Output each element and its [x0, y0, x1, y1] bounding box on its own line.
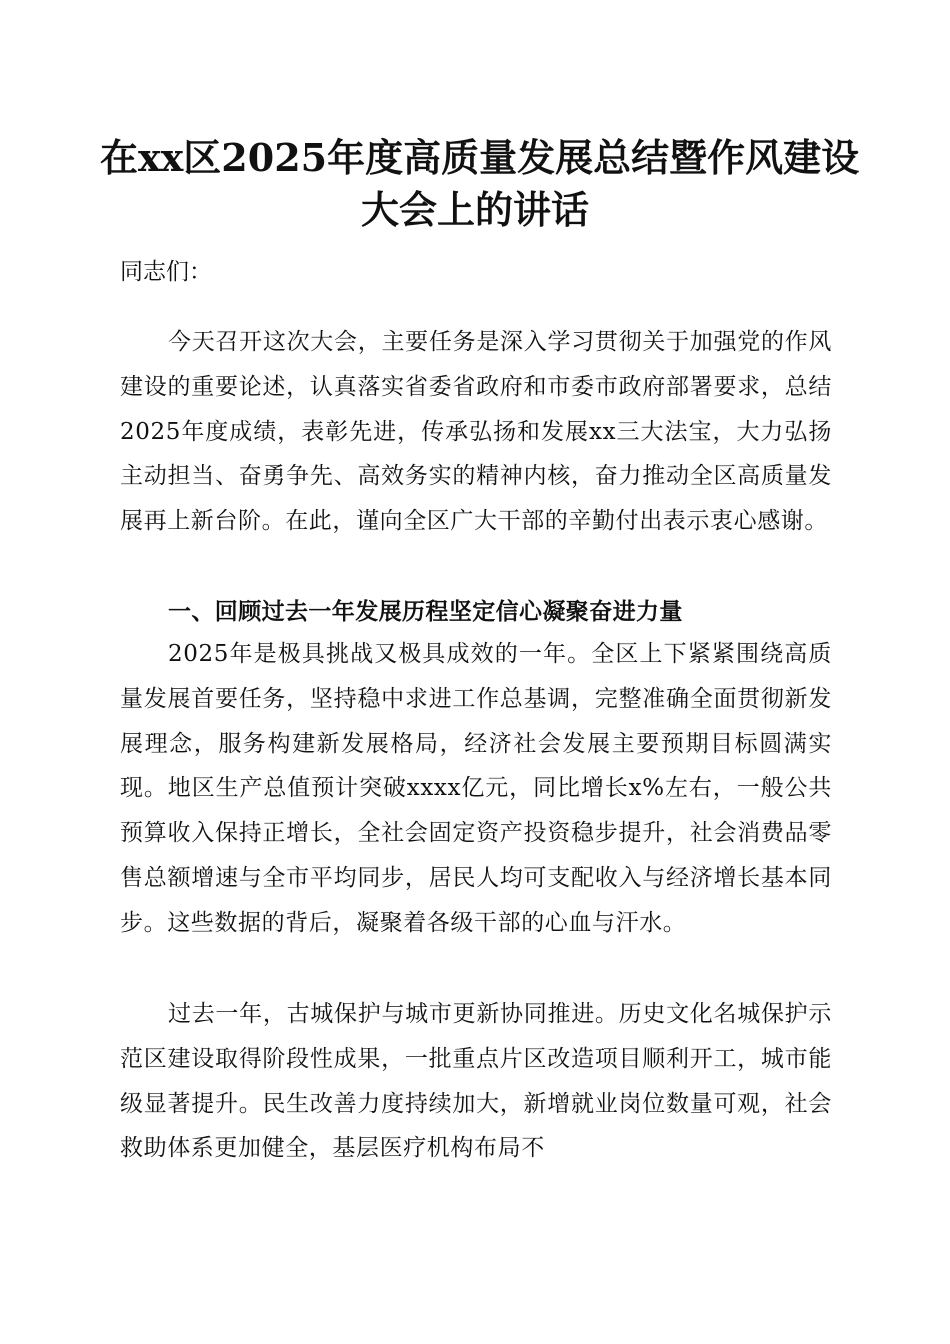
salutation: 同志们： [120, 259, 212, 285]
title-line-1: 在xx区2025年度高质量发展总结暨作风建设 [100, 135, 860, 180]
paragraph-past-year: 过去一年，古城保护与城市更新协同推进。历史文化名城保护示范区建设取得阶段性成果，一批重点片区改造项目顺利开工，城市能级显著提升。民生改善力度持续加大，新增就业岗位数量可观，社会救助体系更加健全，基层医疗机构布局不 [120, 1001, 832, 1162]
title-line-2: 大会上的讲话 [360, 187, 589, 232]
paragraph-review: 2025年是极具挑战又极具成效的一年。全区上下紧紧围绕高质量发展首要任务，坚持稳中求进工作总基调，完整准确全面贯彻新发展理念，服务构建新发展格局，经济社会发展主要预期目标圆满实现。地区生产总值预计突破xxxx亿元，同比增长x%左右，一般公共预算收入保持正增长，全社会固定资产投资稳步提升，社会消费品零售总额增速与全市平均同步，居民人均可支配收入与经济增长基本同步。这些数据的背后，凝聚着各级干部的心血与汗水。 [120, 641, 832, 936]
paragraph-intro: 今天召开这次大会，主要任务是深入学习贯彻关于加强党的作风建设的重要论述，认真落实省委省政府和市委市政府部署要求，总结2025年度成绩，表彰先进，传承弘扬和发展xx三大法宝，大力弘扬主动担当、奋勇争先、高效务实的精神内核，奋力推动全区高质量发展再上新台阶。在此，谨向全区广大干部的辛勤付出表示衷心感谢。 [120, 329, 832, 535]
document-title [100, 132, 860, 236]
section-heading-1: 一、回顾过去一年发展历程坚定信心凝聚奋进力量 [168, 599, 683, 625]
